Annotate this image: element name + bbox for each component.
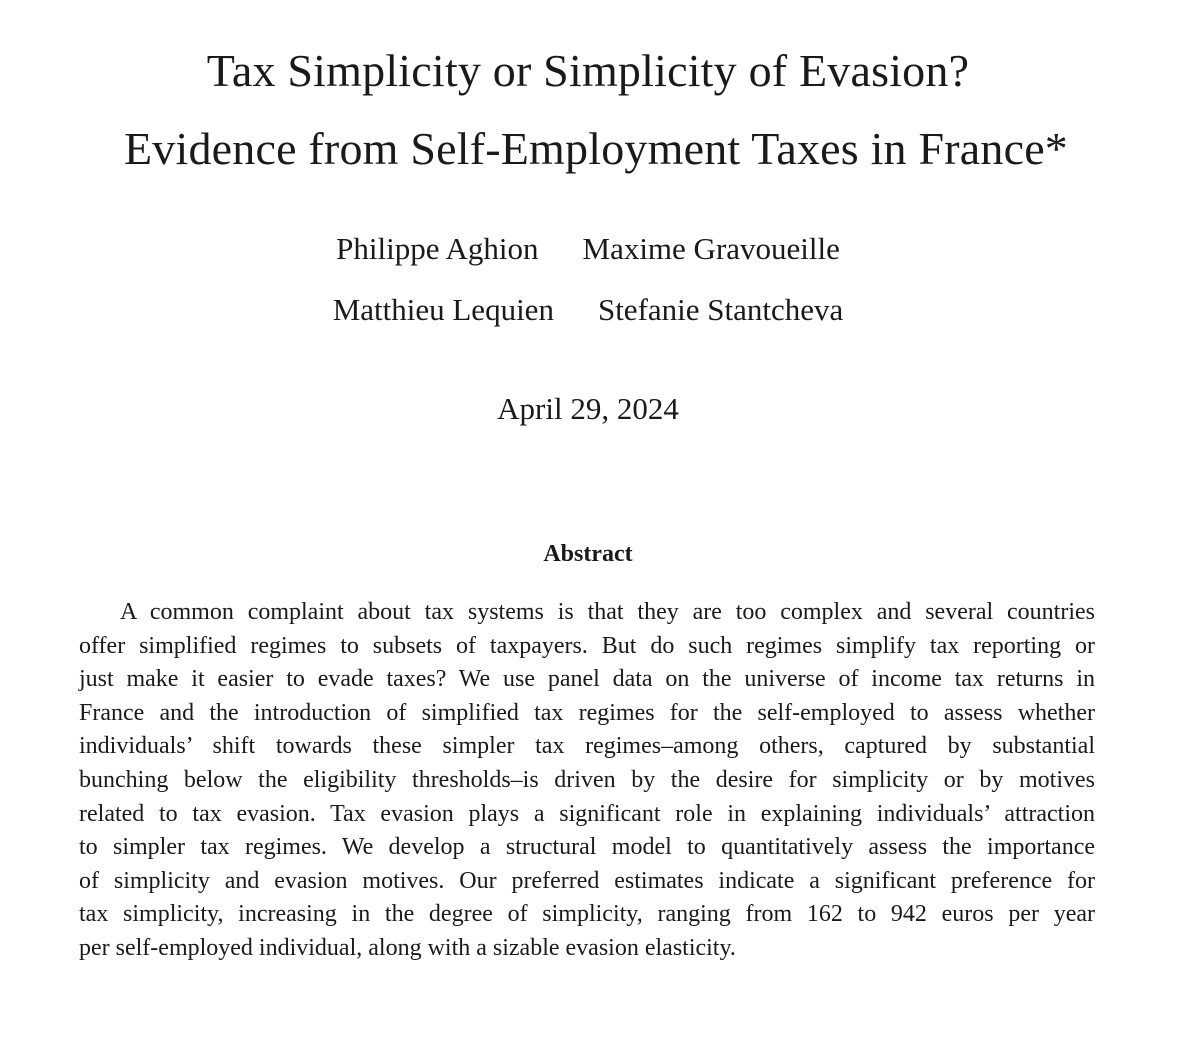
abstract-line: individuals’ shift towards these simpler tax regimes–among others, captured by substantial [79, 733, 1095, 760]
abstract-line: France and the introduction of simplified tax regimes for the self-employed to assess whether [79, 699, 1095, 726]
abstract-line: to simpler tax regimes. We develop a structural model to quantitatively assess the importance [79, 834, 1095, 861]
author-name: Stefanie Stantcheva [597, 292, 844, 327]
abstract-line: just make it easier to evade taxes? We use panel data on the universe of income tax returns in [79, 666, 1095, 693]
author-name: Philippe Aghion [336, 231, 539, 266]
abstract-line: bunching below the eligibility thresholds–is driven by the desire for simplicity or by motives [79, 766, 1095, 793]
abstract-line: related to tax evasion. Tax evasion plays a significant role in explaining individuals’ attraction [79, 800, 1095, 827]
publication-date: April 29, 2024 [497, 391, 679, 426]
abstract-body [79, 596, 1095, 966]
author-name: Matthieu Lequien [332, 292, 554, 327]
abstract-line: A common complaint about tax systems is that they are too complex and several countries [120, 599, 1095, 625]
abstract-line: of simplicity and evasion motives. Our preferred estimates indicate a significant preference for [79, 867, 1095, 894]
paper-title-line-2: Evidence from Self-Employment Taxes in France* [123, 123, 1069, 174]
paper-title-line-1: Tax Simplicity or Simplicity of Evasion? [206, 45, 970, 96]
author-row-2 [0, 294, 1176, 325]
abstract-line: tax simplicity, increasing in the degree of simplicity, ranging from 162 to 942 euros per year [79, 901, 1095, 928]
author-row-1 [0, 233, 1176, 264]
abstract-line: offer simplified regimes to subsets of taxpayers. But do such regimes simplify tax reporting or [79, 632, 1095, 659]
abstract-line: per self-employed individual, along with a sizable evasion elasticity. [79, 934, 736, 961]
abstract-heading: Abstract [543, 541, 633, 567]
author-name: Maxime Gravoueille [582, 231, 840, 266]
